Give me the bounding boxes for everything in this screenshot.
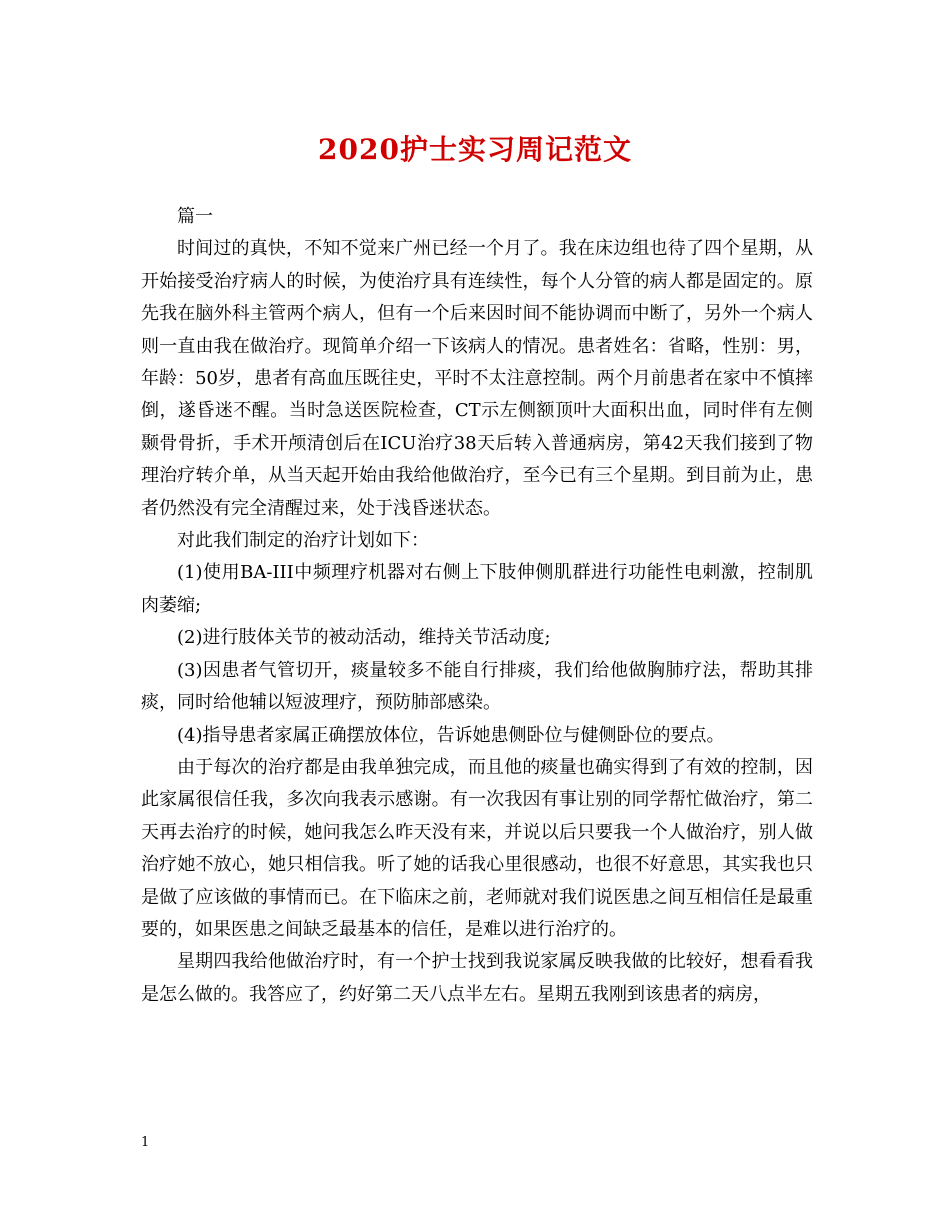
paragraph: 时间过的真快，不知不觉来广州已经一个月了。我在床边组也待了四个星期，从开始接受治疗病人的时候，为使治疗具有连续性，每个人分管的病人都是固定的。原先我在脑外科主管两个病人，但有一个后来因时间不能协调而中断了，另外一个病人则一直由我在做治疗。现简单介绍一下该病人的情况。患者姓名：省略，性别：男，年龄：50岁，患者有高血压既往史，平时不太注意控制。两个月前患者在家中不慎摔倒，遂昏迷不醒。当时急送医院检查，CT示左侧额顶叶大面积出血，同时伴有左侧颞骨骨折，手术开颅清创后在ICU治疗38天后转入普通病房，第42天我们接到了物理治疗转介单，从当天起开始由我给他做治疗，至今已有三个星期。到目前为止，患者仍然没有完全清醒过来，处于浅昏迷状态。: [141, 238, 813, 519]
paragraph: 由于每次的治疗都是由我单独完成，而且他的痰量也确实得到了有效的控制，因此家属很信任我，多次向我表示感谢。有一次我因有事让别的同学帮忙做治疗，第二天再去治疗的时候，她问我怎么昨天没有来，并说以后只要我一个人做治疗，别人做治疗她不放心，她只相信我。听了她的话我心里很感动，也很不好意思，其实我也只是做了应该做的事情而已。在下临床之前，老师就对我们说医患之间互相信任是最重要的，如果医患之间缺乏最基本的信任，是难以进行治疗的。: [141, 756, 813, 940]
paragraph: 对此我们制定的治疗计划如下：: [177, 530, 429, 552]
section-heading: 篇一: [177, 206, 213, 227]
document-body: [141, 201, 813, 1011]
document-title: 2020护士实习周记范文: [318, 133, 632, 166]
list-item: (2)进行肢体关节的被动活动，维持关节活动度;: [177, 627, 551, 649]
list-item: (3)因患者气管切开，痰量较多不能自行排痰，我们给他做胸肺疗法，帮助其排痰，同时给他辅以短波理疗，预防肺部感染。: [141, 659, 813, 714]
list-item: (1)使用BA-III中频理疗机器对右侧上下肢伸侧肌群进行功能性电刺激，控制肌肉萎缩;: [141, 562, 813, 616]
list-item: (4)指导患者家属正确摆放体位，告诉她患侧卧位与健侧卧位的要点。: [177, 724, 725, 746]
paragraph: 星期四我给他做治疗时，有一个护士找到我说家属反映我做的比较好，想看看我是怎么做的。我答应了，约好第二天八点半左右。星期五我刚到该患者的病房，: [141, 951, 813, 1005]
page-number: 1: [141, 1135, 150, 1150]
